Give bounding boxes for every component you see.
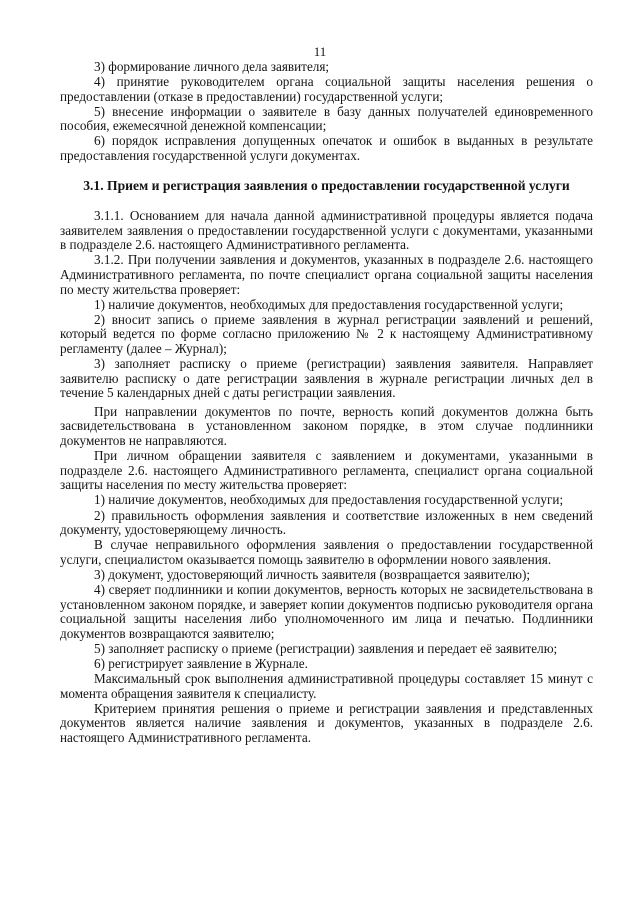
list-item: 6) регистрирует заявление в Журнале. <box>94 655 308 671</box>
page-number: 11 <box>313 44 327 59</box>
section-heading: 3.1. Прием и регистрация заявления о предоставлении государственной услуги <box>83 177 570 193</box>
list-item: 5) заполняет расписку о приеме (регистрации) заявления и передает её заявителю; <box>94 640 558 656</box>
paragraph: Максимальный срок выполнения административной процедуры составляет 15 минут с момента обращения заявителя к специалисту. <box>60 671 593 701</box>
list-item: 3) документ, удостоверяющий личность заявителя (возвращается заявителю); <box>94 566 531 582</box>
document-body <box>60 60 593 746</box>
paragraph: Критерием принятия решения о приеме и регистрации заявления и представленных документов является наличие заявления и документов, указанных в подразделе 2.6. настоящего Административного регламента. <box>60 700 593 745</box>
list-item: 6) порядок исправления допущенных опечаток и ошибок в выданных в результате предоставления государственной услуги документах. <box>60 133 593 164</box>
list-item: 3) заполняет расписку о приеме (регистрации) заявления заявителя. Направляет заявителю расписку о дате регистрации заявления в журнале регистрации личных дел в течение 5 календарных дней с даты регистрации заявления. <box>60 356 593 401</box>
paragraph: В случае неправильного оформления заявления о предоставлении государственной услуги, специалистом оказывается помощь заявителю в оформлении нового заявления. <box>60 537 593 567</box>
paragraph: 3.1.2. При получении заявления и документов, указанных в подразделе 2.6. настоящего Административного регламента, по почте специалист органа социальной защиты населения по месту жительства проверяет: <box>60 252 593 297</box>
list-item: 2) вносит запись о приеме заявления в журнал регистрации заявлений и решений, который ведется по форме согласно приложению № 2 к настоящему Административному регламенту (далее – Журнал); <box>60 311 593 356</box>
list-item: 1) наличие документов, необходимых для предоставления государственной услуги; <box>94 296 564 312</box>
list-item: 2) правильность оформления заявления и соответствие изложенных в нем сведений документу, удостоверяющему личность. <box>60 507 593 538</box>
paragraph: 3.1.1. Основанием для начала данной административной процедуры является подача заявителем заявления о предоставлении государственной услуги с документами, указанными в подразделе 2.6. настоящего Административного регламента. <box>60 208 593 253</box>
paragraph: При направлении документов по почте, верность копий документов должна быть засвидетельствована в установленном законом порядке, в этом случае подлинники документов не направляются. <box>60 403 593 449</box>
list-item: 1) наличие документов, необходимых для предоставления государственной услуги; <box>94 492 564 508</box>
paragraph: При личном обращении заявителя с заявлением и документами, указанными в подразделе 2.6. настоящего Административного регламента, специалист органа социальной защиты населения по месту жительства проверяет: <box>60 448 593 493</box>
list-item: 3) формирование личного дела заявителя; <box>94 59 330 74</box>
list-item: 5) внесение информации о заявителе в базу данных получателей единовременного пособия, ежемесячной денежной компенсации; <box>60 103 593 134</box>
list-item: 4) принятие руководителем органа социальной защиты населения решения о предоставлении (отказе в предоставлении) государственной услуги; <box>60 74 593 104</box>
list-item: 4) сверяет подлинники и копии документов, верность которых не засвидетельствована в установленном законом порядке, и заверяет копии документов подписью руководителя органа социальной защиты населения либо уполномоченного им лица и печатью. Подлинники документов возвращаются заявителю; <box>60 582 593 641</box>
